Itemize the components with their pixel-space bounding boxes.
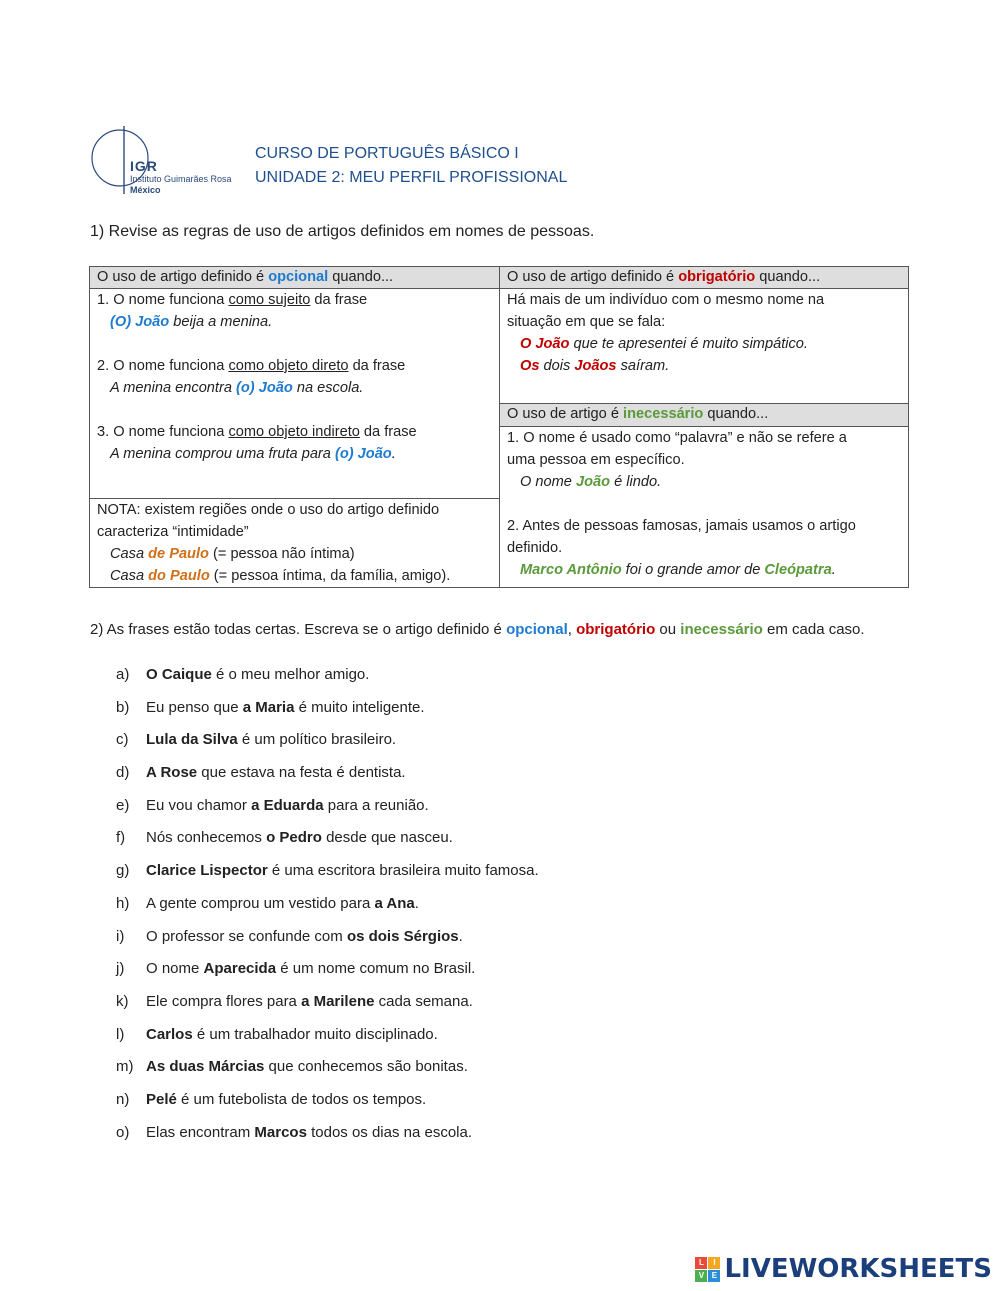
optional-rule-1-example: (O) João beija a menina. — [110, 314, 273, 330]
article-rules-table — [89, 266, 909, 588]
note-example-1: Casa de Paulo (= pessoa não íntima) — [110, 546, 355, 562]
obligatory-example-1: O João que te apresentei é muito simpático. — [520, 336, 808, 352]
optional-rule-2: 2. O nome funciona como objeto direto da frase — [97, 358, 406, 374]
obligatory-header: O uso de artigo definido é obrigatório quando... — [500, 267, 909, 289]
unnecessary-rules-cell: 1. O nome é usado como “palavra” e não se refere a uma pessoa em específico. O nome João é lindo. 2. Antes de pessoas famosas, jamais usamos o artigo definido. Marco Antônio foi o grande amor de Cleópatra. — [500, 427, 909, 588]
list-item: o) Elas encontram Marcos todos os dias na escola. — [116, 1123, 473, 1141]
note-example-2: Casa do Paulo (= pessoa íntima, da família, amigo). — [110, 568, 451, 584]
list-item: n) Pelé é um futebolista de todos os tempos. — [116, 1090, 427, 1108]
obligatory-rule-cell: Há mais de um indivíduo com o mesmo nome na situação em que se fala: O João que te apresentei é muito simpático. Os dois Joãos saíram. — [500, 289, 909, 404]
unnecessary-example-1: O nome João é lindo. — [520, 474, 662, 491]
list-item: c) Lula da Silva é um político brasileiro. — [116, 731, 397, 749]
exercise-list — [116, 663, 539, 1153]
logo-abbr: IGR — [130, 158, 158, 174]
list-item: j) O nome Aparecida é um nome comum no Brasil. — [116, 960, 476, 978]
igr-logo — [90, 124, 250, 204]
logo-country: México — [130, 185, 161, 195]
list-item: h) A gente comprou um vestido para a Ana. — [116, 894, 419, 912]
optional-rule-2-example: A menina encontra (o) João na escola. — [110, 380, 364, 396]
unit-title: UNIDADE 2: MEU PERFIL PROFISSIONAL — [255, 169, 568, 186]
optional-rule-1: 1. O nome funciona como sujeito da frase — [97, 292, 368, 308]
list-item: l) Carlos é um trabalhador muito disciplinado. — [116, 1025, 438, 1043]
list-item: f) Nós conhecemos o Pedro desde que nasceu. — [116, 829, 453, 847]
list-item: e) Eu vou chamor a Eduarda para a reunião. — [116, 796, 429, 814]
list-item: d) A Rose que estava na festa é dentista. — [116, 764, 406, 782]
liveworksheets-brand: LIVEWORKSHEETS — [724, 1254, 992, 1284]
optional-header: O uso de artigo definido é opcional quando... — [90, 267, 500, 289]
question-1-instruction: 1) Revise as regras de uso de artigos definidos em nomes de pessoas. — [90, 223, 595, 240]
list-item: g) Clarice Lispector é uma escritora brasileira muito famosa. — [116, 862, 539, 880]
optional-rules-cell — [90, 289, 500, 588]
list-item: m) As duas Márcias que conhecemos são bonitas. — [116, 1058, 468, 1076]
liveworksheets-blocks-icon: L I V E — [695, 1257, 720, 1282]
list-item: k) Ele compra flores para a Marilene cada semana. — [116, 992, 473, 1010]
list-item: a) O Caique é o meu melhor amigo. — [116, 666, 370, 683]
obligatory-example-2: Os dois Joãos saíram. — [520, 358, 670, 374]
course-title: CURSO DE PORTUGUÊS BÁSICO I — [255, 145, 519, 162]
unnecessary-header: O uso de artigo é inecessário quando... — [500, 404, 909, 427]
optional-rule-3-example: A menina comprou uma fruta para (o) João. — [110, 446, 396, 462]
optional-rule-3: 3. O nome funciona como objeto indireto da frase — [97, 424, 417, 440]
list-item: i) O professor se confunde com os dois Sérgios. — [116, 927, 463, 945]
liveworksheets-logo[interactable] — [695, 1254, 992, 1284]
list-item: b) Eu penso que a Maria é muito inteligente. — [116, 698, 425, 716]
unnecessary-example-2: Marco Antônio foi o grande amor de Cleópatra. — [520, 562, 836, 579]
question-2-instruction: 2) As frases estão todas certas. Escreva se o artigo definido é opcional, obrigatório ou inecessário em cada caso. — [90, 621, 865, 638]
intimacy-note: NOTA: existem regiões onde o uso do artigo definido caracteriza “intimidade” Casa de Paulo (= pessoa não íntima) Casa do Paulo (= pessoa íntima, da família, amigo). — [90, 499, 499, 587]
course-heading — [255, 142, 567, 190]
logo-institute: Instituto Guimarães Rosa — [130, 174, 232, 184]
